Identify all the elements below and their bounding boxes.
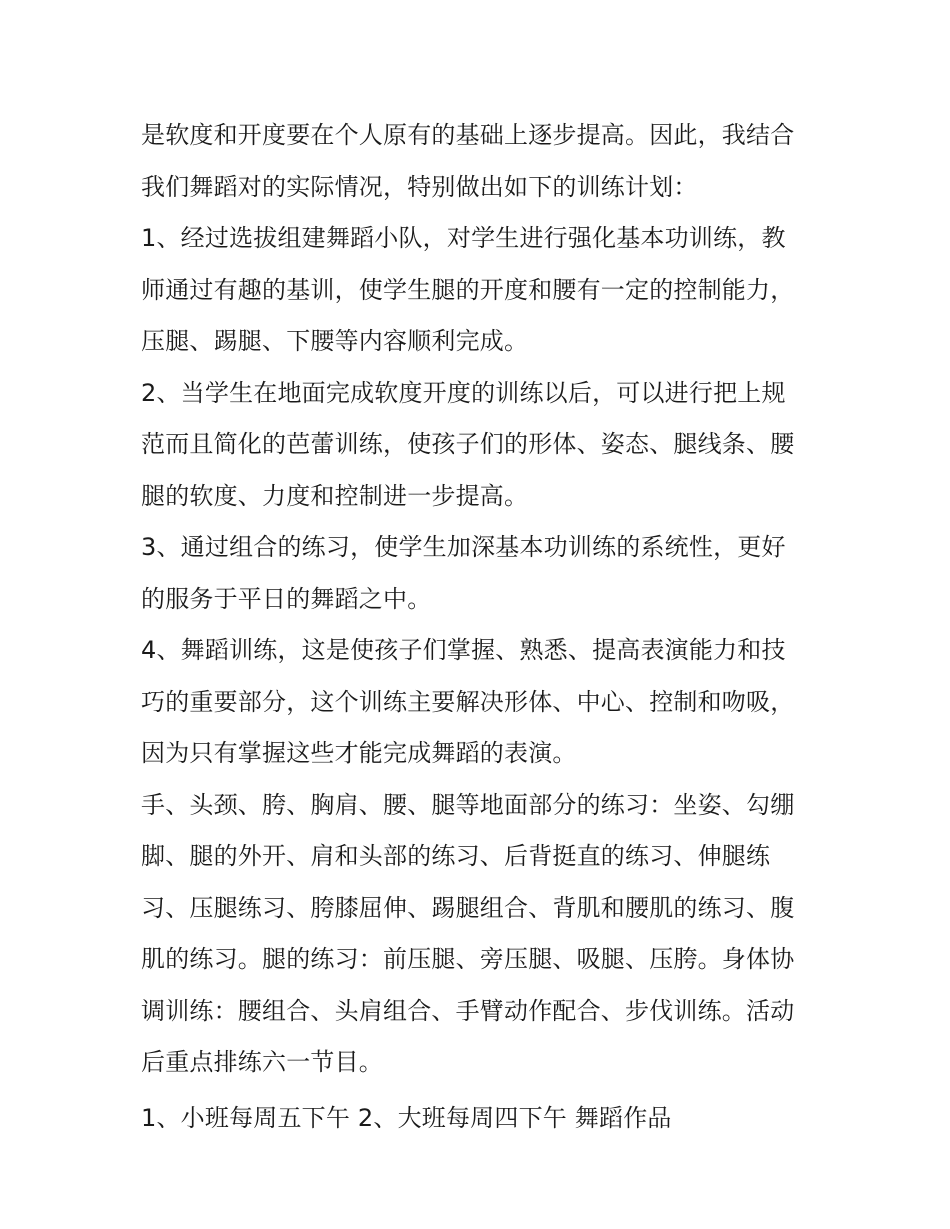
text-line: 2、当学生在地面完成软度开度的训练以后，可以进行把上规 bbox=[141, 378, 786, 407]
text-line: 肌的练习。腿的练习：前压腿、旁压腿、吸腿、压胯。身体协 bbox=[141, 945, 795, 973]
text-line: 1、经过选拔组建舞蹈小队，对学生进行强化基本功训练，教 bbox=[141, 224, 786, 252]
text-line: 习、压腿练习、胯膝屈伸、踢腿组合、背肌和腰肌的练习、腹 bbox=[141, 893, 795, 922]
document-body bbox=[141, 110, 821, 1144]
text-line: 的服务于平日的舞蹈之中。 bbox=[141, 584, 432, 613]
text-line: 4、舞蹈训练，这是使孩子们掌握、熟悉、提高表演能力和技 bbox=[141, 636, 786, 664]
text-line: 巧的重要部分，这个训练主要解决形体、中心、控制和吻吸， bbox=[141, 687, 795, 716]
text-line: 范而且简化的芭蕾训练，使孩子们的形体、姿态、腿线条、腰 bbox=[141, 430, 795, 458]
text-line: 因为只有掌握这些才能完成舞蹈的表演。 bbox=[141, 739, 577, 767]
text-line: 3、通过组合的练习，使学生加深基本功训练的系统性，更好 bbox=[141, 533, 786, 561]
text-line: 手、头颈、胯、胸肩、腰、腿等地面部分的练习：坐姿、勾绷 bbox=[141, 790, 795, 819]
text-line: 后重点排练六一节目。 bbox=[141, 1048, 383, 1076]
text-line: 1、小班每周五下午 2、大班每周四下午 舞蹈作品 bbox=[141, 1103, 672, 1132]
text-line: 是软度和开度要在个人原有的基础上逐步提高。因此，我结合 bbox=[141, 121, 795, 149]
text-line: 调训练：腰组合、头肩组合、手臂动作配合、步伐训练。活动 bbox=[141, 996, 795, 1025]
text-line: 压腿、踢腿、下腰等内容顺利完成。 bbox=[141, 327, 529, 355]
text-line: 腿的软度、力度和控制进一步提高。 bbox=[141, 481, 529, 510]
text-line: 我们舞蹈对的实际情况，特别做出如下的训练计划： bbox=[141, 172, 698, 201]
text-line: 师通过有趣的基训，使学生腿的开度和腰有一定的控制能力， bbox=[141, 275, 795, 304]
text-line: 脚、腿的外开、肩和头部的练习、后背挺直的练习、伸腿练 bbox=[141, 842, 771, 870]
